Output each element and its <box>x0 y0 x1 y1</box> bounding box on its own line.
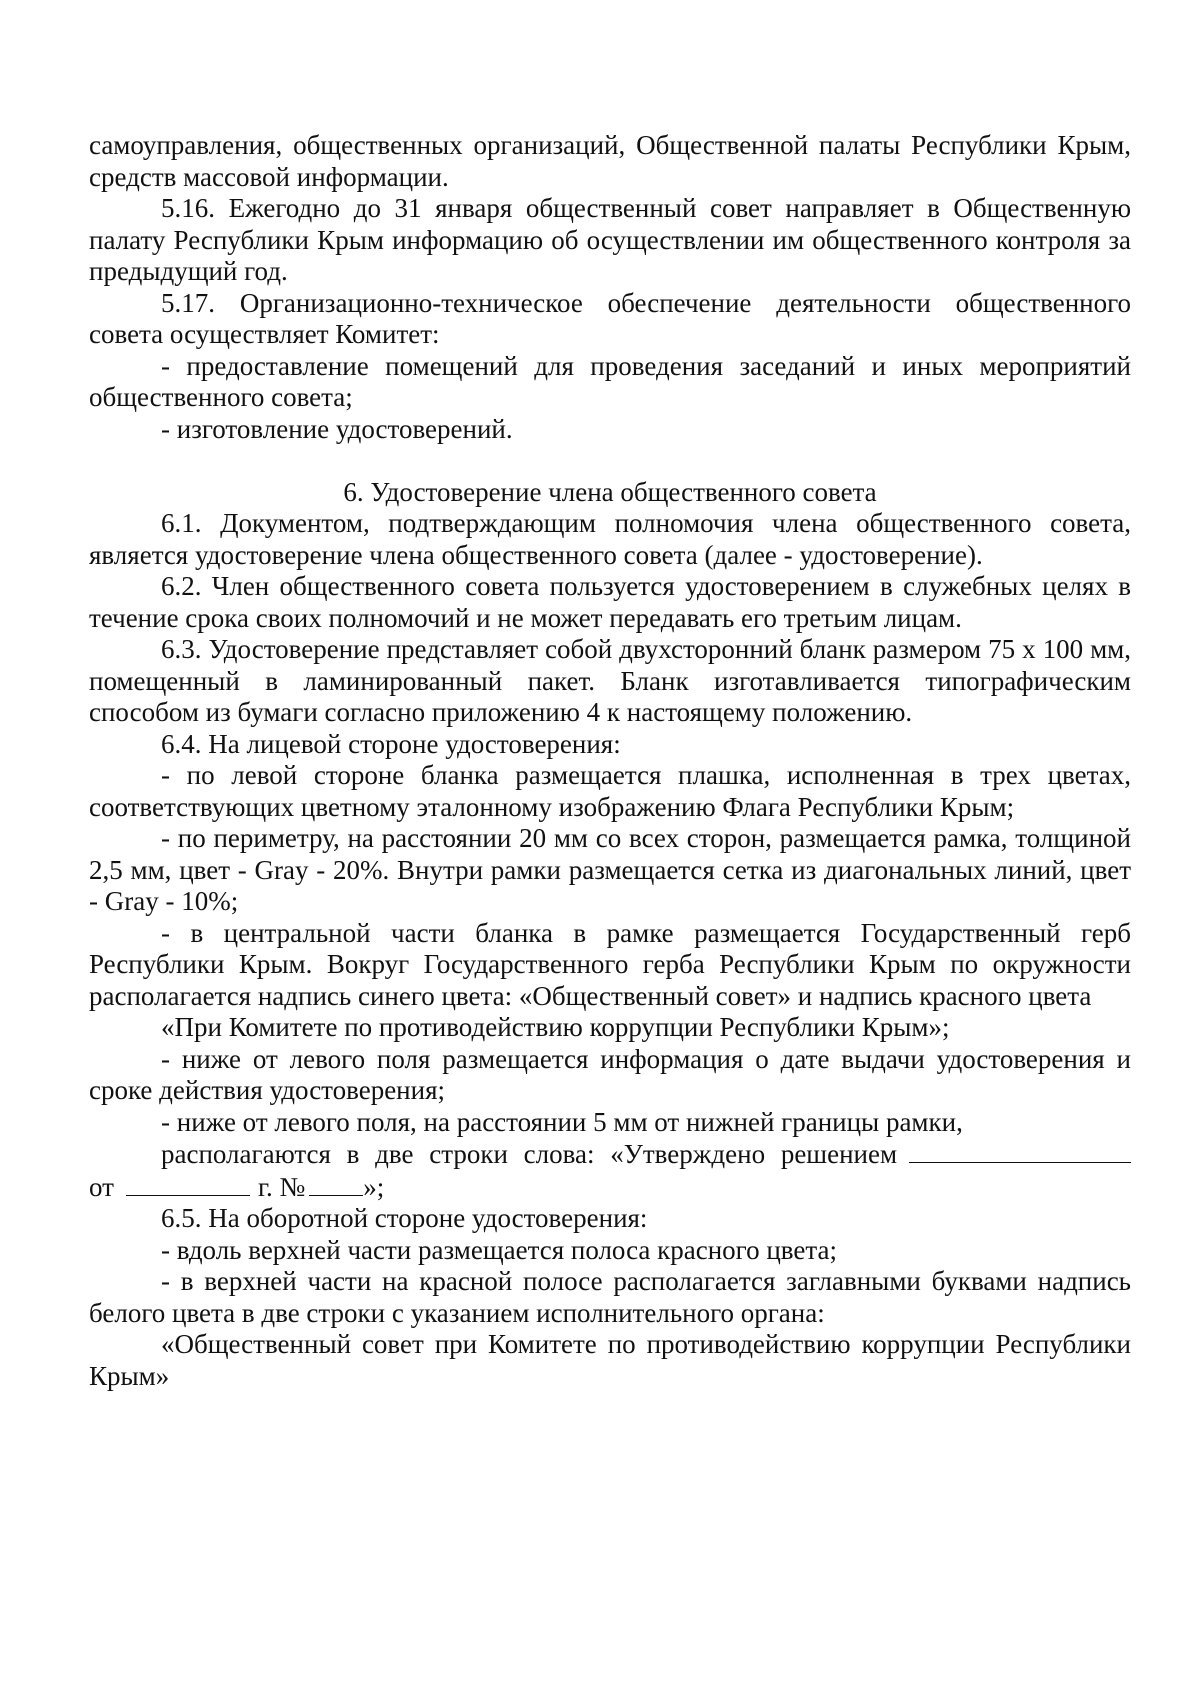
decision-blank <box>909 1138 1131 1163</box>
year-number-label: г. № <box>257 1171 306 1202</box>
list-item-caption-quote: «Общественный совет при Комитете по противодействию коррупции Республики Крым» <box>89 1329 1131 1391</box>
paragraph-6-2: 6.2. Член общественного совета пользуется удостоверением в служебных целях в течение срока своих полномочий и не может передавать его третьим лицам. <box>89 571 1131 633</box>
list-item-frame: - по периметру, на расстоянии 20 мм со всех сторон, размещается рамка, толщиной 2,5 мм, цвет - Gray - 20%. Внутри рамки размещается сетка из диагональных линий, цвет - Gray - 10%; <box>89 823 1131 916</box>
paragraph-5-16: 5.16. Ежегодно до 31 января общественный совет направляет в Общественную палату Республики Крым информацию об осуществлении им общественного контроля за предыдущий год. <box>89 193 1131 286</box>
paragraph-6-4: 6.4. На лицевой стороне удостоверения: <box>161 728 621 759</box>
paragraph-6-3: 6.3. Удостоверение представляет собой двухсторонний бланк размером 75 х 100 мм, помещенный в ламинированный пакет. Бланк изготавливается типографическим способом из бумаги согласно приложению 4 к настоящему положению. <box>89 634 1131 727</box>
from-label: от <box>89 1171 114 1202</box>
paragraph-5-17: 5.17. Организационно-техническое обеспечение деятельности общественного совета осуществляет Комитет: <box>89 287 1131 349</box>
list-item-bottom-words: - ниже от левого поля, на расстоянии 5 мм от нижней границы рамки, <box>161 1106 963 1137</box>
list-item-coat-quote: «При Комитете по противодействию коррупции Республики Крым»; <box>161 1012 950 1042</box>
list-item-caption: - в верхней части на красной полосе располагается заглавными буквами надпись белого цвета в две строки с указанием исполнительного органа: <box>89 1266 1131 1328</box>
approval-close: »; <box>363 1171 385 1202</box>
paragraph-6-5: 6.5. На оборотной стороне удостоверения: <box>161 1203 648 1233</box>
document-page <box>89 130 1131 1392</box>
paragraph-6-1: 6.1. Документом, подтверждающим полномочия члена общественного совета, является удостоверение члена общественного совета (далее - удостоверение). <box>89 508 1131 570</box>
list-item-rooms: - предоставление помещений для проведения заседаний и иных мероприятий общественного совета; <box>89 350 1131 412</box>
approval-text: располагаются в две строки слова: «Утверждено решением <box>161 1139 898 1169</box>
section-6-heading: 6. Удостоверение члена общественного совета <box>343 476 877 507</box>
list-item-coat-of-arms: - в центральной части бланка в рамке размещается Государственный герб Республики Крым. Вокруг Государственного герба Республики Крым по окружности располагается надпись синего цвета: «Общественный совет» и надпись красного цвета <box>89 917 1131 1011</box>
list-item-issue-date: - ниже от левого поля размещается информация о дате выдачи удостоверения и сроке действия удостоверения; <box>89 1043 1131 1105</box>
approval-date-line <box>89 1171 1131 1204</box>
date-blank <box>126 1171 250 1196</box>
number-blank <box>309 1171 363 1196</box>
list-item-red-stripe: - вдоль верхней части размещается полоса красного цвета; <box>161 1234 837 1265</box>
paragraph-intro: самоуправления, общественных организаций, Общественной палаты Республики Крым, средств массовой информации. <box>89 130 1131 192</box>
list-item-ids: - изготовление удостоверений. <box>161 413 513 444</box>
list-item-plate: - по левой стороне бланка размещается плашка, исполненная в трех цветах, соответствующих цветному эталонному изображению Флага Республики Крым; <box>89 760 1131 822</box>
approval-line <box>89 1138 1131 1171</box>
